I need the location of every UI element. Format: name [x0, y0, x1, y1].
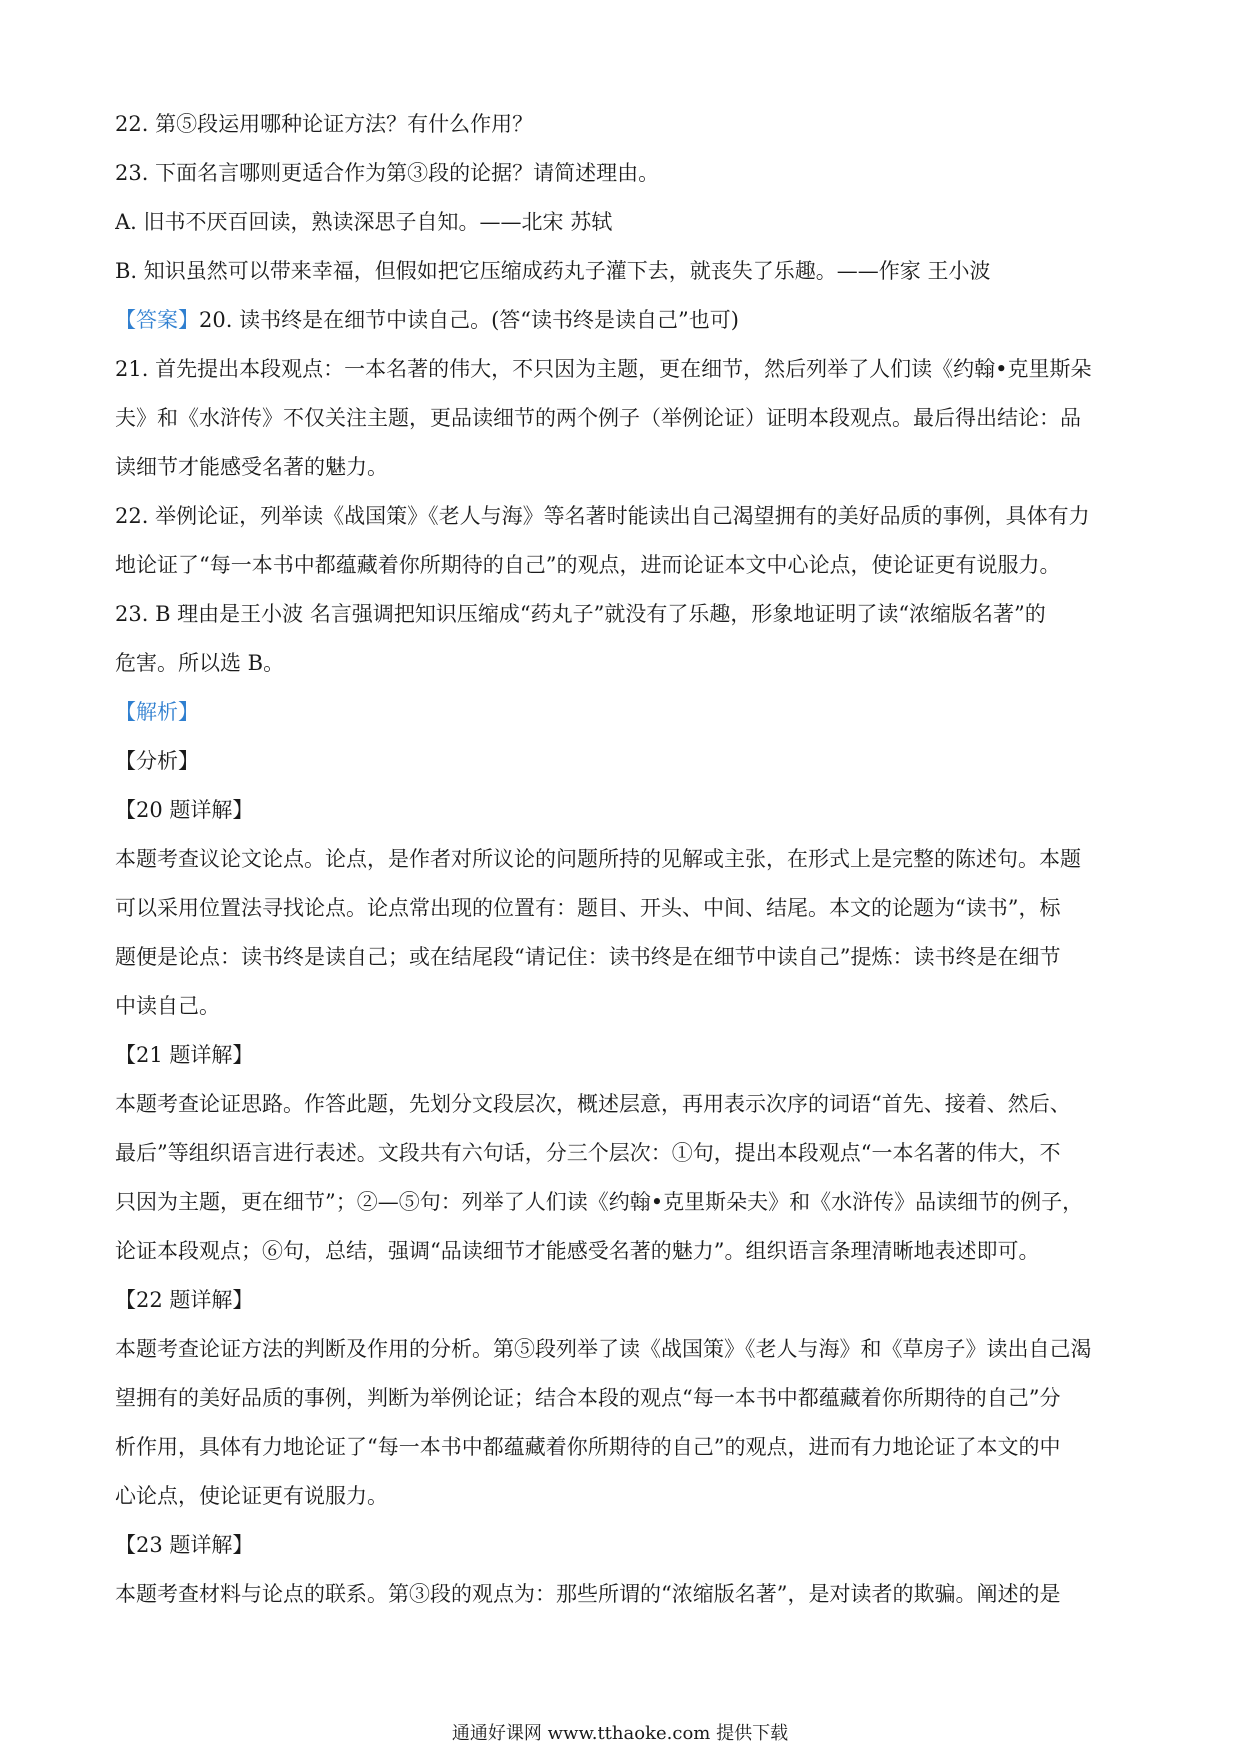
detail-22-line: 望拥有的美好品质的事例，判断为举例论证；结合本段的观点“每一本书中都蕴藏着你所期待的自己”分: [115, 1386, 1061, 1410]
detail-23-line: 本题考查材料与论点的联系。第③段的观点为：那些所谓的“浓缩版名著”，是对读者的欺骗。阐述的是: [115, 1582, 1061, 1606]
detail-20-line: 中读自己。: [115, 994, 220, 1018]
answer-20: 20. 读书终是在细节中读自己。(答“读书终是读自己”也可): [199, 308, 739, 332]
document-page: [115, 100, 1135, 1619]
answer-21-line: 21. 首先提出本段观点：一本名著的伟大，不只因为主题，更在细节，然后列举了人们读《约翰•克里斯朵: [115, 357, 1092, 381]
detail-20-line: 本题考查议论文论点。论点，是作者对所议论的问题所持的见解或主张，在形式上是完整的陈述句。本题: [115, 847, 1081, 871]
answer-21-line: 夫》和《水浒传》不仅关注主题，更品读细节的两个例子（举例论证）证明本段观点。最后得出结论：品: [115, 406, 1081, 430]
detail-20-line: 题便是论点：读书终是读自己；或在结尾段“请记住：读书终是在细节中读自己”提炼：读书终是在细节: [115, 945, 1061, 969]
answer-21-line: 读细节才能感受名著的魅力。: [115, 455, 388, 479]
answer-23-line: 危害。所以选 B。: [115, 651, 285, 675]
analysis-label: 【解析】: [115, 700, 199, 724]
detail-21-line: 最后”等组织语言进行表述。文段共有六句话，分三个层次：①句，提出本段观点“一本名著的伟大，不: [115, 1141, 1061, 1165]
detail-20-line: 可以采用位置法寻找论点。论点常出现的位置有：题目、开头、中间、结尾。本文的论题为“读书”，标: [115, 896, 1061, 920]
answer-label: 【答案】: [115, 308, 199, 332]
question-23: 23. 下面名言哪则更适合作为第③段的论据？请简述理由。: [115, 161, 660, 185]
analysis-heading: 【分析】: [115, 749, 199, 773]
detail-21-line: 论证本段观点；⑥句，总结，强调“品读细节才能感受名著的魅力”。组织语言条理清晰地表述即可。: [115, 1239, 1040, 1263]
detail-22-line: 心论点，使论证更有说服力。: [115, 1484, 388, 1508]
option-b: B. 知识虽然可以带来幸福，但假如把它压缩成药丸子灌下去，就丧失了乐趣。——作家 王小波: [115, 259, 991, 283]
detail-22-line: 本题考查论证方法的判断及作用的分析。第⑤段列举了读《战国策》《老人与海》和《草房子》读出自己渴: [115, 1337, 1092, 1361]
detail-23-heading: 【23 题详解】: [115, 1533, 254, 1557]
detail-22-line: 析作用，具体有力地论证了“每一本书中都蕴藏着你所期待的自己”的观点，进而有力地论证了本文的中: [115, 1435, 1061, 1459]
detail-21-line: 本题考查论证思路。作答此题，先划分文段层次，概述层意，再用表示次序的词语“首先、接着、然后、: [115, 1092, 1071, 1116]
detail-22-heading: 【22 题详解】: [115, 1288, 254, 1312]
answer-20-line: [115, 296, 1135, 345]
answer-22-line: 地论证了“每一本书中都蕴藏着你所期待的自己”的观点，进而论证本文中心论点，使论证更有说服力。: [115, 553, 1061, 577]
question-22: 22. 第⑤段运用哪种论证方法？有什么作用？: [115, 112, 534, 136]
detail-20-heading: 【20 题详解】: [115, 798, 254, 822]
answer-22-line: 22. 举例论证，列举读《战国策》《老人与海》等名著时能读出自己渴望拥有的美好品质的事例，具体有力: [115, 504, 1090, 528]
detail-21-heading: 【21 题详解】: [115, 1043, 254, 1067]
page-footer: 通通好课网 www.tthaoke.com 提供下载: [451, 1723, 789, 1744]
option-a: A. 旧书不厌百回读，熟读深思子自知。——北宋 苏轼: [115, 210, 613, 234]
detail-21-line: 只因为主题，更在细节”；②—⑤句：列举了人们读《约翰•克里斯朵夫》和《水浒传》品读细节的例子，: [115, 1190, 1084, 1214]
answer-23-line: 23. B 理由是王小波 名言强调把知识压缩成“药丸子”就没有了乐趣，形象地证明了读“浓缩版名著”的: [115, 602, 1046, 626]
